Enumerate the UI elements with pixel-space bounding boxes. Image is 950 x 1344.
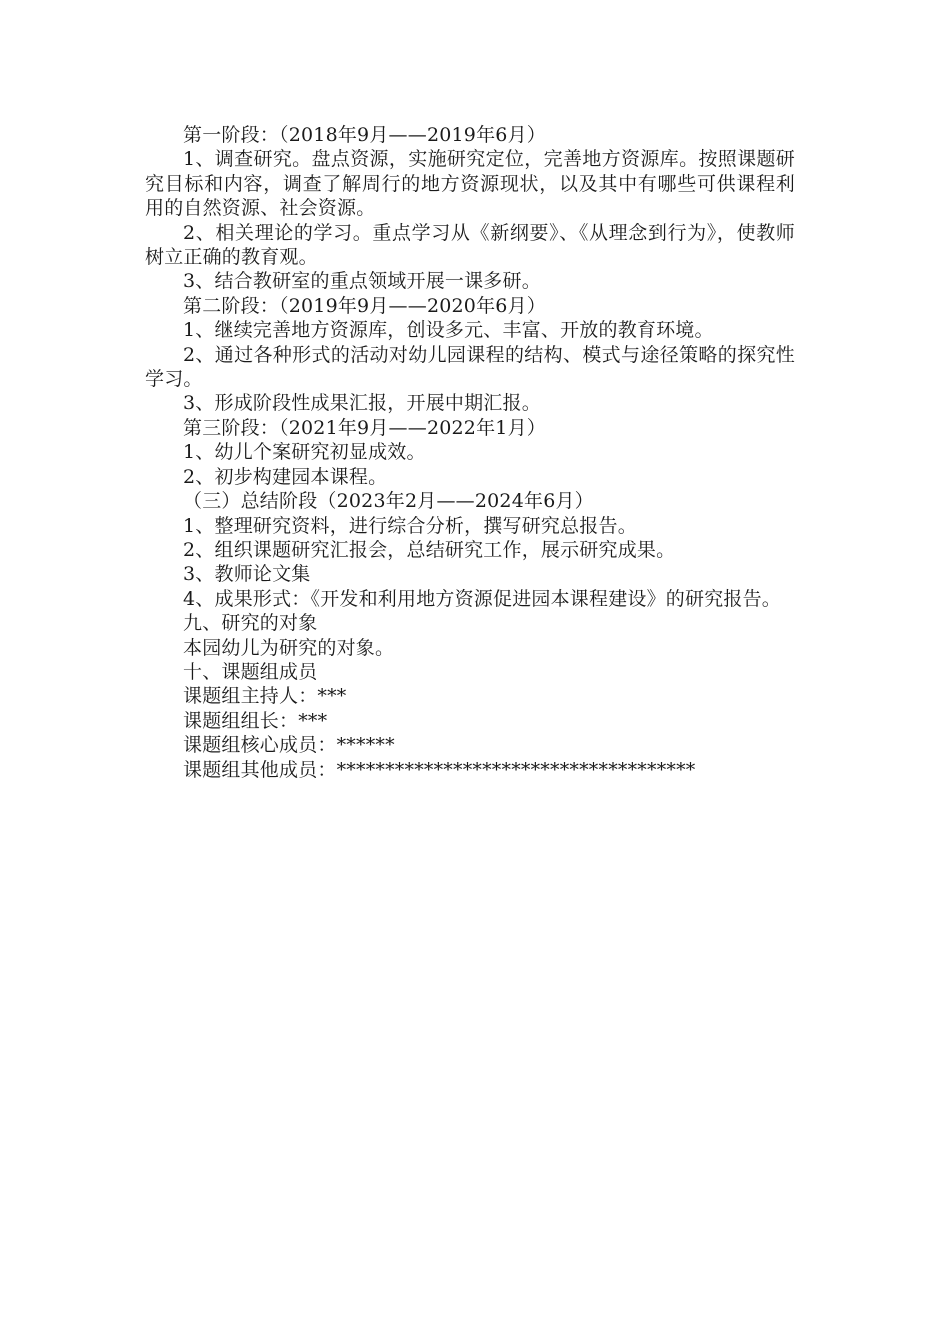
stage-three-heading: 第三阶段：（2021年9月——2022年1月） — [183, 416, 546, 439]
stage-two-heading: 第二阶段：（2019年9月——2020年6月） — [183, 294, 546, 317]
paragraph: 4、成果形式：《开发和利用地方资源促进园本课程建设》的研究报告。 — [183, 587, 781, 610]
paragraph: 本园幼儿为研究的对象。 — [183, 636, 395, 659]
paragraph: 3、形成阶段性成果汇报，开展中期汇报。 — [183, 392, 541, 415]
section-nine-heading: 九、研究的对象 — [183, 612, 318, 635]
paragraph: 2、相关理论的学习。重点学习从《新纲要》、《从理念到行为》，使教师树立正确的教育观。 — [145, 221, 795, 269]
paragraph: 2、通过各种形式的活动对幼儿园课程的结构、模式与途径策略的探究性学习。 — [145, 343, 795, 391]
paragraph: 2、初步构建园本课程。 — [183, 465, 388, 488]
member-host: 课题组主持人：*** — [183, 685, 347, 708]
section-ten-heading: 十、课题组成员 — [183, 660, 318, 683]
paragraph: 1、调查研究。盘点资源，实施研究定位，完善地方资源库。按照课题研究目标和内容，调查了解周行的地方资源现状，以及其中有哪些可供课程利用的自然资源、社会资源。 — [145, 148, 795, 220]
document-body — [145, 123, 795, 782]
member-core: 课题组核心成员：****** — [183, 734, 395, 757]
stage-one-heading: 第一阶段：（2018年9月——2019年6月） — [183, 124, 546, 146]
paragraph: 2、组织课题研究汇报会，总结研究工作，展示研究成果。 — [183, 538, 676, 561]
paragraph: 3、教师论文集 — [183, 563, 311, 586]
paragraph: 1、幼儿个案研究初显成效。 — [183, 441, 426, 464]
paragraph: 1、整理研究资料，进行综合分析，撰写研究总报告。 — [183, 514, 637, 537]
summary-stage-heading: （三）总结阶段（2023年2月——2024年6月） — [183, 490, 594, 513]
member-others: 课题组其他成员：************************************* — [183, 758, 696, 781]
member-leader: 课题组组长：*** — [183, 709, 328, 732]
paragraph: 3、结合教研室的重点领域开展一课多研。 — [183, 270, 541, 293]
paragraph: 1、继续完善地方资源库，创设多元、丰富、开放的教育环境。 — [183, 319, 714, 342]
